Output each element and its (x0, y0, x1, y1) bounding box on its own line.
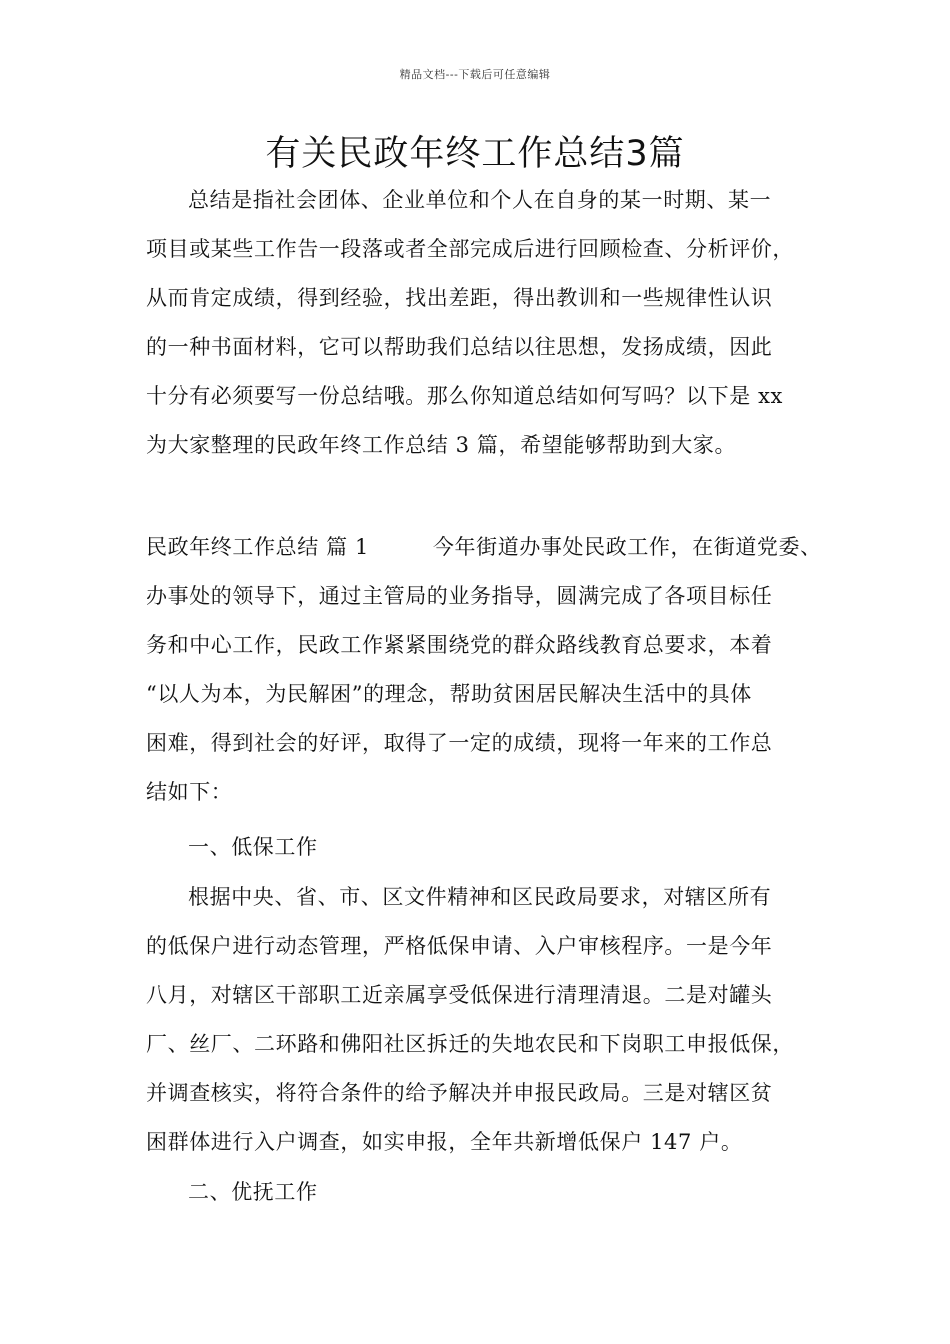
intro-line: 总结是指社会团体、企业单位和个人在自身的某一时期、某一 (188, 188, 772, 212)
document-title: 有关民政年终工作总结3篇 (265, 134, 685, 174)
intro-line: 十分有必须要写一份总结哦。那么你知道总结如何写吗？以下是 xx (146, 384, 783, 408)
intro-line: 从而肯定成绩，得到经验，找出差距，得出教训和一些规律性认识 (146, 286, 773, 310)
intro-paragraph (146, 176, 806, 470)
subheading-youfu (146, 1168, 806, 1217)
header-note: 精品文档---下载后可任意编辑 (399, 68, 551, 81)
intro-line: 为大家整理的民政年终工作总结 3 篇，希望能够帮助到大家。 (146, 433, 737, 457)
subheading-text: 一、低保工作 (188, 835, 318, 859)
section-1-line: 困难，得到社会的好评，取得了一定的成绩，现将一年来的工作总 (146, 731, 773, 755)
paragraph-line: 根据中央、省、市、区文件精神和区民政局要求，对辖区所有 (188, 885, 772, 909)
intro-line: 的一种书面材料，它可以帮助我们总结以往思想，发扬成绩，因此 (146, 335, 773, 359)
section-1-line: 办事处的领导下，通过主管局的业务指导，圆满完成了各项目标任 (146, 584, 773, 608)
subheading-dibao (146, 823, 806, 872)
section-1-line: 结如下： (146, 780, 233, 804)
section-1-line: “以人为本，为民解困”的理念，帮助贫困居民解决生活中的具体 (146, 682, 752, 706)
paragraph-line: 厂、丝厂、二环路和佛阳社区拆迁的失地农民和下岗职工申报低保， (146, 1032, 794, 1056)
intro-line: 项目或某些工作告一段落或者全部完成后进行回顾检查、分析评价， (146, 237, 794, 261)
paragraph-line: 并调查核实，将符合条件的给予解决并申报民政局。三是对辖区贫 (146, 1081, 773, 1105)
paragraph-line: 的低保户进行动态管理，严格低保申请、入户审核程序。一是今年 (146, 934, 773, 958)
section-1-first-line-text: 今年街道办事处民政工作，在街道党委、 (432, 535, 822, 559)
subheading-text: 二、优抚工作 (188, 1180, 318, 1204)
section-1-paragraph (146, 523, 822, 817)
section-1-line: 务和中心工作，民政工作紧紧围绕党的群众路线教育总要求，本着 (146, 633, 773, 657)
section-1-first-line (146, 523, 822, 572)
dibao-paragraph (146, 873, 806, 1167)
paragraph-line: 困群体进行入户调查，如实申报，全年共新增低保户 147 户。 (146, 1130, 743, 1154)
section-1-label: 民政年终工作总结 篇 1 (146, 535, 369, 559)
paragraph-line: 八月，对辖区干部职工近亲属享受低保进行清理清退。二是对罐头 (146, 983, 773, 1007)
